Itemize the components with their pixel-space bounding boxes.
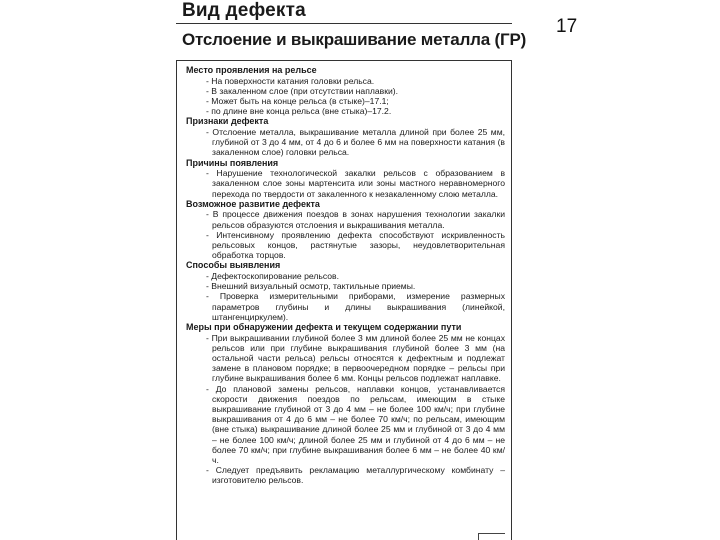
section-heading-location: Место проявления на рельсе bbox=[186, 65, 317, 75]
list-item: - При выкрашивании глубиной более 3 мм длиной более 25 мм не концах рельсов или при глубине выкрашивания глубиной более 3 мм (на остальной части рельса) рельсы относятся к дефектным и подлежат замене в плановом порядке; в первоочередном порядке – рельсы при глубине выкрашивания более 6 мм. Концы рельсов подлежат наплавке. bbox=[206, 333, 505, 384]
list-item: - На поверхности катания головки рельса. bbox=[206, 76, 505, 86]
list-item: - по длине вне конца рельса (вне стыка)–17.2. bbox=[206, 106, 505, 116]
list-item: - Нарушение технологической закалки рельсов с образованием в закаленном слое зоны мартенсита или зоны мастного неравномерного перехода по твердости от закаленного к незакаленному слою металла. bbox=[206, 168, 505, 199]
list-item: - До плановой замены рельсов, наплавки концов, устанавливается скорости движения поездов по рельсам, имеющим в стыке выкрашивание глубиной от 3 до 4 мм – не более 100 км/ч; при глубине выкрашивания от 4 до 6 мм – не более 70 км/ч; по рельсам, имеющим (вне стыка) выкрашивание длиной более 25 мм и глубиной от 3 до 4 мм – не более 100 км/ч; длиной более 25 мм и глубиной от 4 до 6 мм – не более 70 км/ч; при глубине выкрашивания более 6 мм – не более 40 км/ч. bbox=[206, 384, 505, 466]
list-item: - Проверка измерительными приборами, измерение размерных параметров глубины и длины выкрашивания (линейкой, штангенциркулем). bbox=[206, 291, 505, 322]
list-item: - Следует предъявить рекламацию металлургическому комбинату – изготовителю рельсов. bbox=[206, 465, 505, 485]
list-item: - Интенсивному проявлению дефекта способствуют искривленность рельсовых концов, растянутые зазоры, неудовлетворительная обработка торцов. bbox=[206, 230, 505, 261]
list-item: - Внешний визуальный осмотр, тактильные приемы. bbox=[206, 281, 505, 291]
title-divider bbox=[176, 23, 512, 24]
section-heading-measures: Меры при обнаружении дефекта и текущем содержании пути bbox=[186, 322, 462, 333]
section-heading-development: Возможное развитие дефекта bbox=[186, 198, 320, 209]
defect-description-box bbox=[176, 60, 512, 540]
document-title: Вид дефекта bbox=[182, 0, 306, 21]
list-item: - Может быть на конце рельса (в стыке)–17.1; bbox=[206, 96, 505, 106]
list-item: - Дефектоскопирование рельсов. bbox=[206, 271, 505, 281]
section-heading-causes: Причины появления bbox=[186, 157, 279, 168]
section-heading-detection: Способы выявления bbox=[186, 260, 281, 271]
list-item: - В процессе движения поездов в зонах нарушения технологии закалки рельсов образуются отслоения и выкрашивания металла. bbox=[206, 209, 505, 229]
list-item: - В закаленном слое (при отсутствии наплавки). bbox=[206, 86, 505, 96]
page-corner-mark bbox=[478, 533, 505, 540]
list-item: - Отслоение металла, выкрашивание металла длиной при более 25 мм, глубиной от 3 до 4 мм, от 4 до 6 и более 6 мм на поверхности катания (в закаленном слое) головки рельса. bbox=[206, 127, 505, 158]
document-subtitle: Отслоение и выкрашивание металла (ГР) bbox=[182, 30, 527, 49]
defect-description-content bbox=[177, 61, 511, 486]
section-heading-signs: Признаки дефекта bbox=[186, 116, 269, 127]
page-number: 17 bbox=[556, 16, 578, 37]
